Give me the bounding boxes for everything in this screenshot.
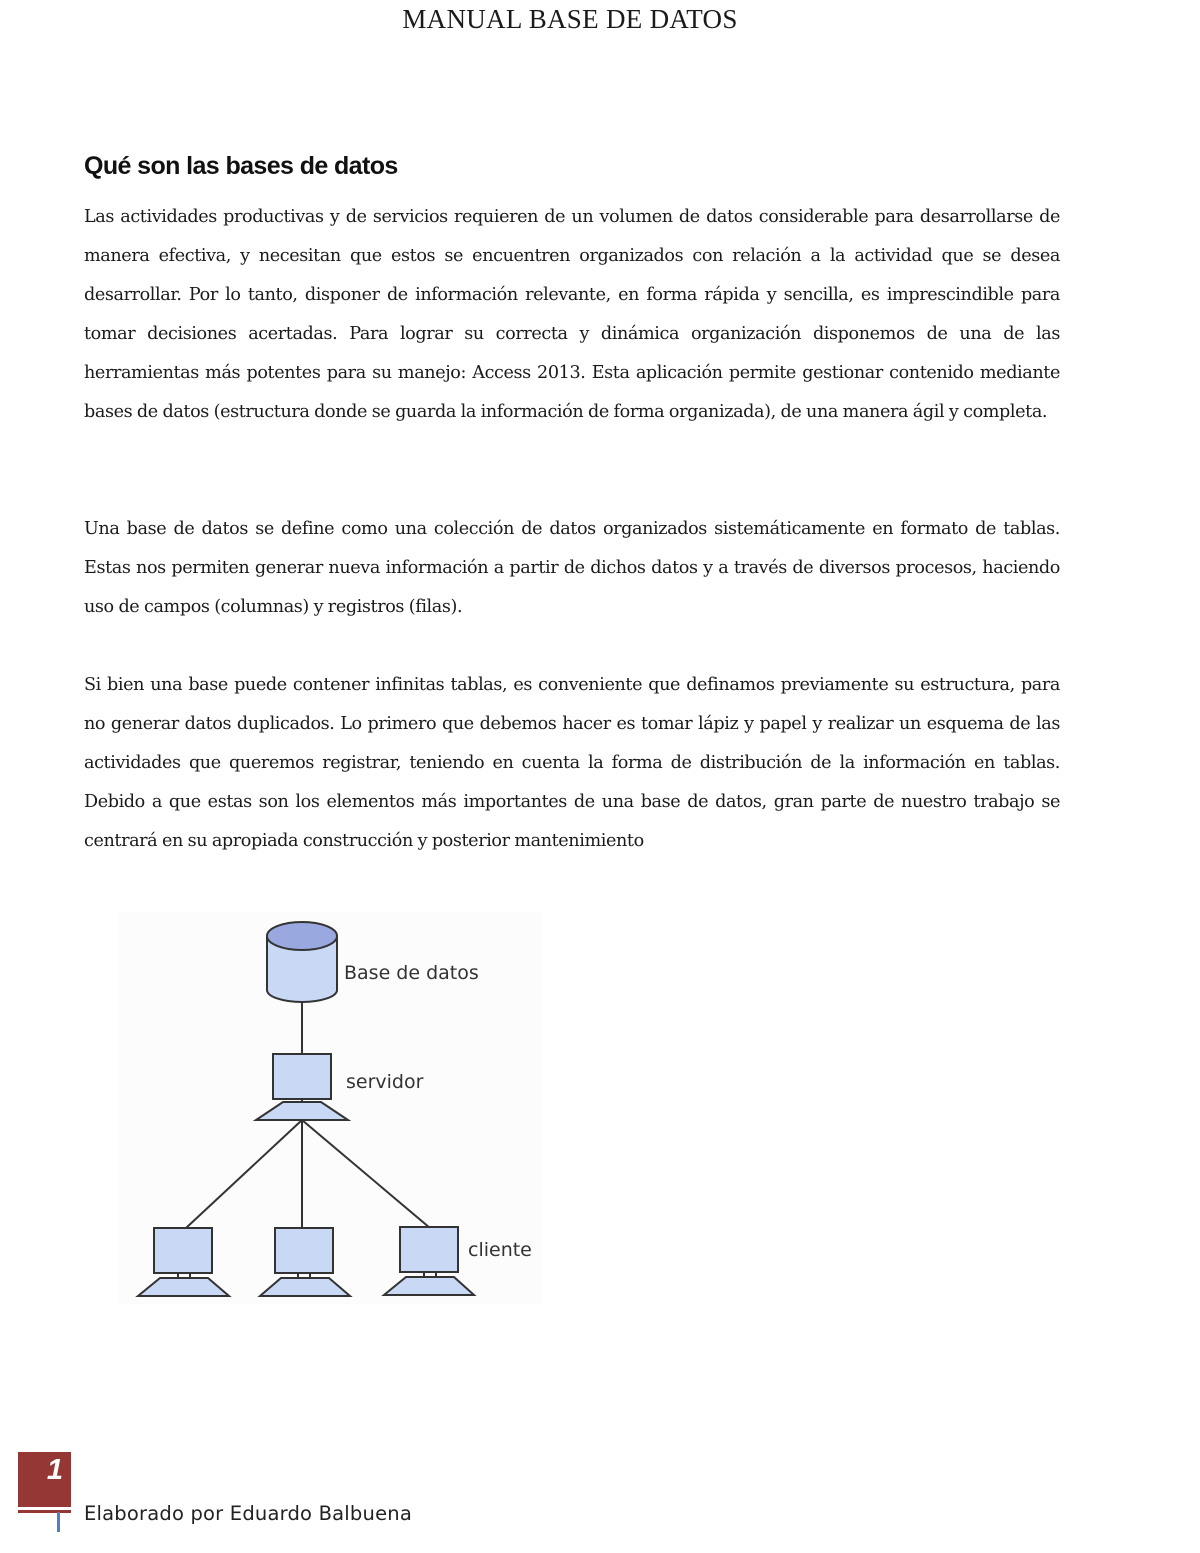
client-computer-icon-middle — [260, 1228, 350, 1296]
paragraph-3: Si bien una base puede contener infinitas tablas, es conveniente que definamos previamente su estructura, para no generar datos duplicados. Lo primero que debemos hacer es tomar lápiz y papel y realizar un esquema de las actividades que queremos registrar, teniendo en cuenta la forma de distribución de la información en tablas. Debido a que estas son los elementos más importantes de una base de datos, gran parte de nuestro trabajo se centrará en su apropiada construcción y posterior mantenimiento — [84, 675, 1060, 851]
footer-author: Elaborado por Eduardo Balbuena — [84, 1502, 412, 1525]
page-number-badge — [18, 1452, 71, 1510]
paragraph-1: Las actividades productivas y de servicios requieren de un volumen de datos considerable para desarrollarse de manera efectiva, y necesitan que estos se encuentren organizados con relación a la actividad que se desea desarrollar. Por lo tanto, disponer de información relevante, en forma rápida y sencilla, es imprescindible para tomar decisiones acertadas. Para lograr su correcta y dinámica organización disponemos de una de las herramientas más potentes para su manejo: Access 2013. Esta aplicación permite gestionar contenido mediante bases de datos (estructura donde se guarda la información de forma organizada), de una manera ágil y completa. — [84, 207, 1060, 422]
database-label: Base de datos — [344, 962, 479, 984]
link-client-left — [186, 1120, 302, 1228]
paragraph-2: Una base de datos se define como una colección de datos organizados sistemáticamente en formato de tablas. Estas nos permiten generar nueva información a partir de dichos datos y a través de diversos procesos, haciendo uso de campos (columnas) y registros (filas). — [84, 519, 1060, 617]
client-server-diagram — [118, 912, 542, 1304]
client-computer-icon-left — [138, 1228, 229, 1296]
client-label: cliente — [468, 1239, 532, 1261]
server-label: servidor — [346, 1071, 424, 1093]
client-computer-icon-right — [384, 1227, 474, 1295]
diagram-svg — [118, 912, 542, 1304]
section-heading: Qué son las bases de datos — [84, 152, 398, 180]
footer-accent-line — [57, 1512, 60, 1532]
page-number: 1 — [46, 1454, 63, 1486]
database-cylinder-icon — [267, 922, 337, 1002]
page-header-title: MANUAL BASE DE DATOS — [402, 4, 738, 34]
server-computer-icon — [256, 1054, 348, 1120]
link-client-right — [302, 1120, 430, 1228]
